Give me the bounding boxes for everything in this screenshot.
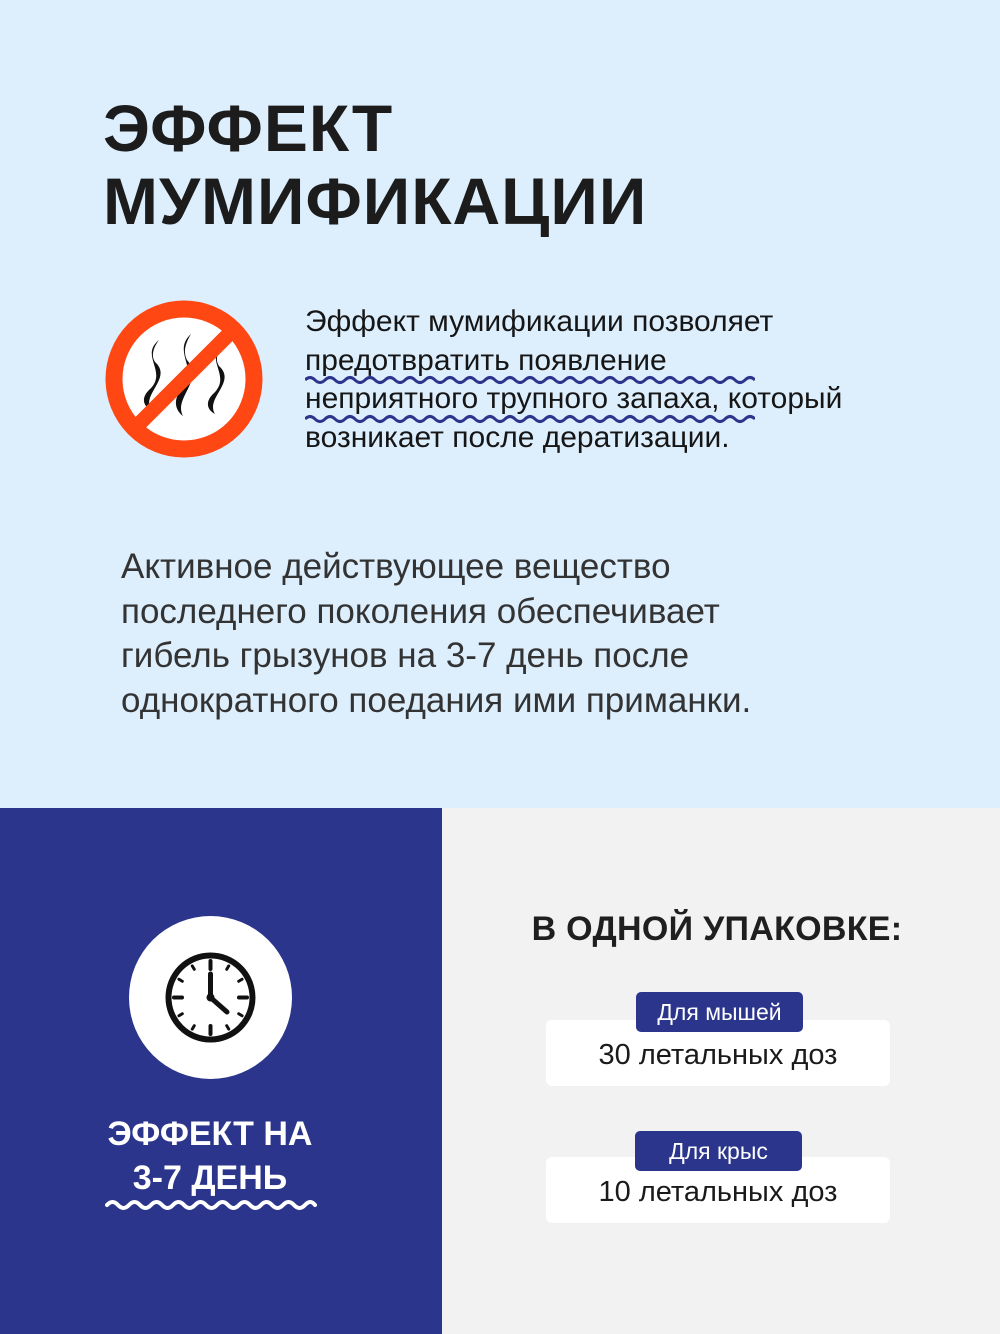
- clock-icon: [163, 950, 258, 1045]
- feature-line-4: возникает после дератизации.: [305, 420, 730, 454]
- effect-duration-label: [60, 1112, 360, 1200]
- wavy-underline-2: [305, 414, 755, 424]
- clock-badge: [129, 916, 292, 1079]
- effect-line-1: ЭФФЕКТ НА: [107, 1115, 313, 1153]
- effect-wavy-underline: [105, 1198, 317, 1212]
- description-line-1: Активное действующее вещество: [121, 547, 671, 586]
- dose-tag-rats: Для крыс: [635, 1131, 802, 1171]
- description-line-4: однократного поедания ими приманки.: [121, 680, 752, 720]
- dose-value-mice: 30 летальных доз: [598, 1039, 838, 1071]
- feature-line-2: предотвратить появление: [305, 343, 667, 377]
- wavy-underline-1: [305, 375, 755, 385]
- effect-line-2: 3-7 ДЕНЬ: [132, 1159, 288, 1197]
- dose-value-rats: 10 летальных доз: [598, 1176, 838, 1208]
- page-title: [103, 92, 647, 238]
- description-line-3: гибель грызунов на 3-7 день после: [121, 636, 690, 675]
- dose-tag-mice: Для мышей: [636, 992, 803, 1032]
- page-title-line-1: ЭФФЕКТ: [103, 91, 394, 165]
- active-substance-description: [121, 545, 881, 723]
- package-title: В ОДНОЙ УПАКОВКЕ:: [531, 910, 903, 948]
- feature-line-3: неприятного трупного запаха, который: [305, 382, 843, 415]
- description-line-2: последнего поколения обеспечивает: [121, 591, 720, 631]
- feature-line-1: Эффект мумификации позволяет: [305, 305, 774, 338]
- no-odor-icon: [103, 298, 265, 460]
- page-title-line-2: МУМИФИКАЦИИ: [103, 164, 648, 238]
